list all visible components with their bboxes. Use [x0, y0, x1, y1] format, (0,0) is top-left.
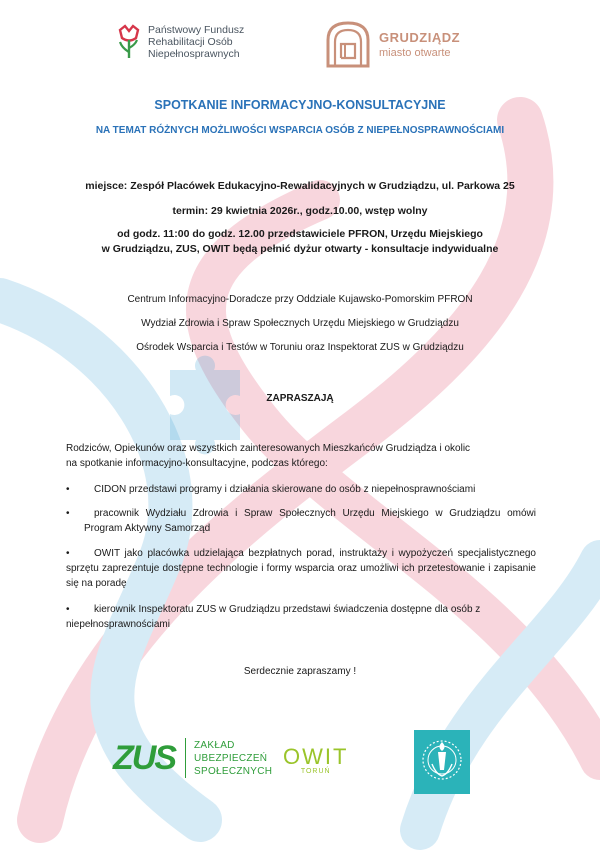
zus-name [194, 739, 272, 778]
invite-heading: ZAPRASZAJĄ [266, 393, 334, 404]
pfron-line-2: Rehabilitacji Osób [148, 36, 233, 48]
list-item-text: CIDON przedstawi programy i działania skierowane do osób z niepełnosprawnościami [94, 484, 476, 495]
owit-sub: TORUŃ [300, 768, 331, 775]
pfron-line-1: Państwowy Fundusz [148, 24, 245, 36]
organizer-2: Wydział Zdrowia i Spraw Społecznych Urzędu Miejskiego w Grudziądzu [141, 318, 459, 329]
pfron-logo [116, 24, 244, 60]
zus-mark: ZUS [113, 738, 175, 777]
event-place: miejsce: Zespół Placówek Edukacyjno-Rewalidacyjnych w Grudziądzu, ul. Parkowa 25 [85, 180, 515, 192]
intro-line-2: na spotkanie informacyjno-konsultacyjne, podczas którego: [66, 458, 328, 469]
list-item [66, 546, 536, 591]
owit-logo [283, 744, 348, 775]
duty-line-2: w Grudziądzu, ZUS, OWIT będą pełnić dyżur otwarty - konsultacje indywidualne [101, 243, 499, 255]
list-item-text: kierownik Inspektoratu ZUS w Grudziądzu przedstawi świadczenia dostępne dla osób z niepełnosprawnościami [66, 604, 481, 630]
list-item [66, 482, 536, 497]
list-item-text: pracownik Wydziału Zdrowia i Spraw Społecznych Urzędu Miejskiego w Grudziądzu omówi Program Aktywny Samorząd [84, 508, 536, 534]
pfron-line-3: Niepełnosprawnych [148, 48, 240, 60]
tulip-logo-icon [116, 24, 142, 60]
cidon-logo [414, 730, 470, 794]
intro-text [66, 441, 536, 471]
bullet-icon: • [66, 604, 70, 615]
zus-divider [185, 738, 186, 778]
list-item [66, 506, 536, 536]
page-subtitle: NA TEMAT RÓŻNYCH MOŻLIWOŚCI WSPARCIA OSÓB Z NIEPEŁNOSPRAWNOŚCIAMI [95, 125, 505, 136]
zus-logo [113, 738, 272, 778]
zus-line-1: ZAKŁAD [194, 739, 235, 751]
pfron-name [148, 24, 244, 60]
bullet-icon: • [66, 484, 70, 495]
closing-text: Serdecznie zapraszamy ! [243, 666, 357, 677]
torch-emblem-icon [414, 730, 470, 794]
list-item-text: OWIT jako placówka udzielająca bezpłatnych porad, instruktaży i wypożyczeń specjalistycznego sprzętu zaprezentuje dostępne technologie i formy wsparcia oraz umożliwi ich przetestowanie i zapisanie się na poradę [66, 548, 536, 589]
grudziadz-logo [325, 20, 460, 68]
page-title: SPOTKANIE INFORMACYJNO-KONSULTACYJNE [154, 98, 446, 112]
owit-mark: OWIT [283, 744, 349, 769]
grudziadz-tagline: miasto otwarte [379, 46, 451, 59]
zus-line-3: SPOŁECZNYCH [194, 765, 273, 777]
event-date: termin: 29 kwietnia 2026r., godz.10.00, wstęp wolny [172, 205, 428, 217]
organizer-3: Ośrodek Wsparcia i Testów w Toruniu oraz Inspektorat ZUS w Grudziądzu [136, 342, 464, 353]
organizer-1: Centrum Informacyjno-Doradcze przy Oddziale Kujawsko-Pomorskim PFRON [127, 294, 473, 305]
arch-gate-logo-icon [325, 20, 371, 68]
bullet-icon: • [66, 548, 70, 559]
bullet-icon: • [66, 508, 70, 519]
zus-line-2: UBEZPIECZEŃ [194, 752, 268, 764]
duty-line-1: od godz. 11:00 do godz. 12.00 przedstawiciele PFRON, Urzędu Miejskiego [117, 228, 483, 240]
intro-line-1: Rodziców, Opiekunów oraz wszystkich zainteresowanych Mieszkańców Grudziądza i okolic [66, 443, 471, 454]
list-item [66, 602, 536, 632]
grudziadz-name: GRUDZIĄDZ [379, 29, 461, 45]
